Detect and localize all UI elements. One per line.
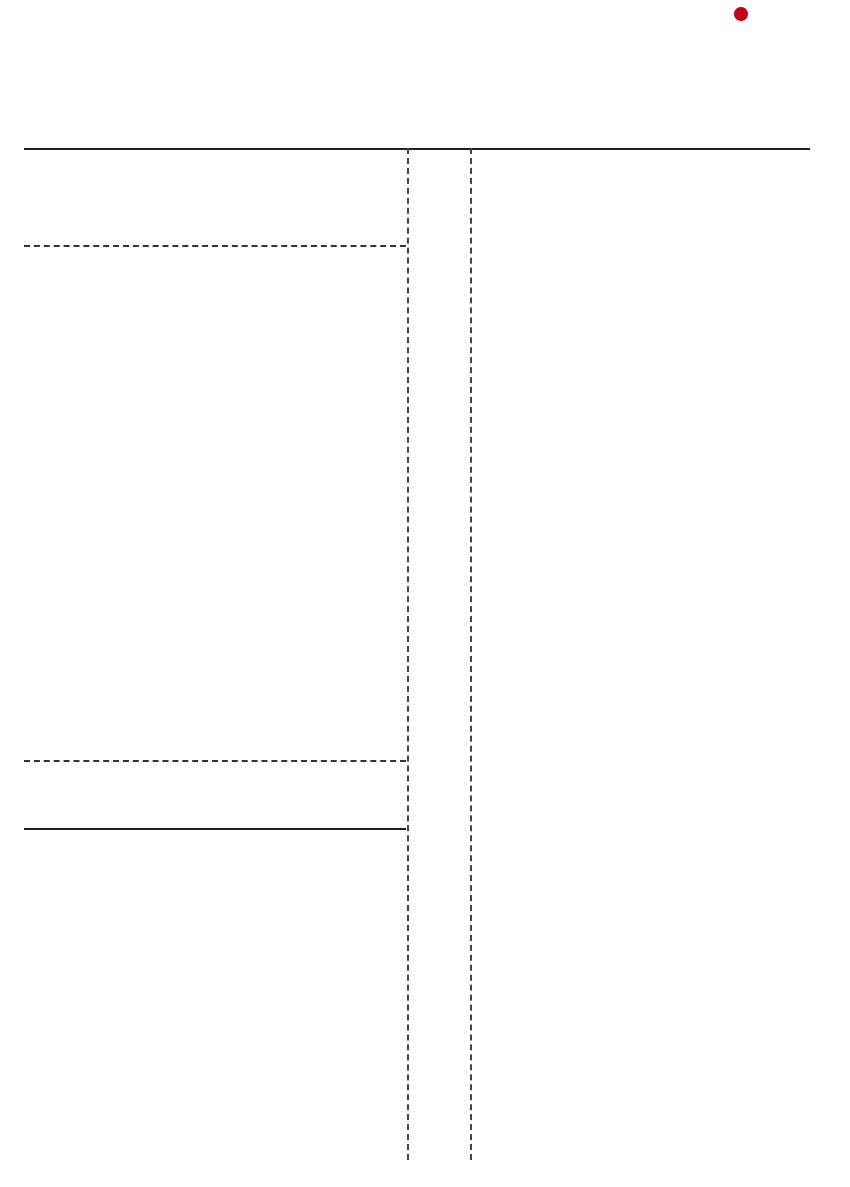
brand-logo [33,24,378,137]
bottom-border-text [360,1162,850,1187]
site-badge[interactable] [734,0,850,26]
top-border-text [0,0,850,28]
right-border-text [826,124,848,1164]
left-column-divider [407,148,409,1160]
right-column-divider [470,148,472,1160]
two-dan-divider [24,245,406,247]
position-top-divider [24,760,406,762]
left-border-text [2,28,24,1163]
position-title-divider [24,828,406,830]
header-divider [24,148,810,150]
site-logo-icon [734,7,748,21]
